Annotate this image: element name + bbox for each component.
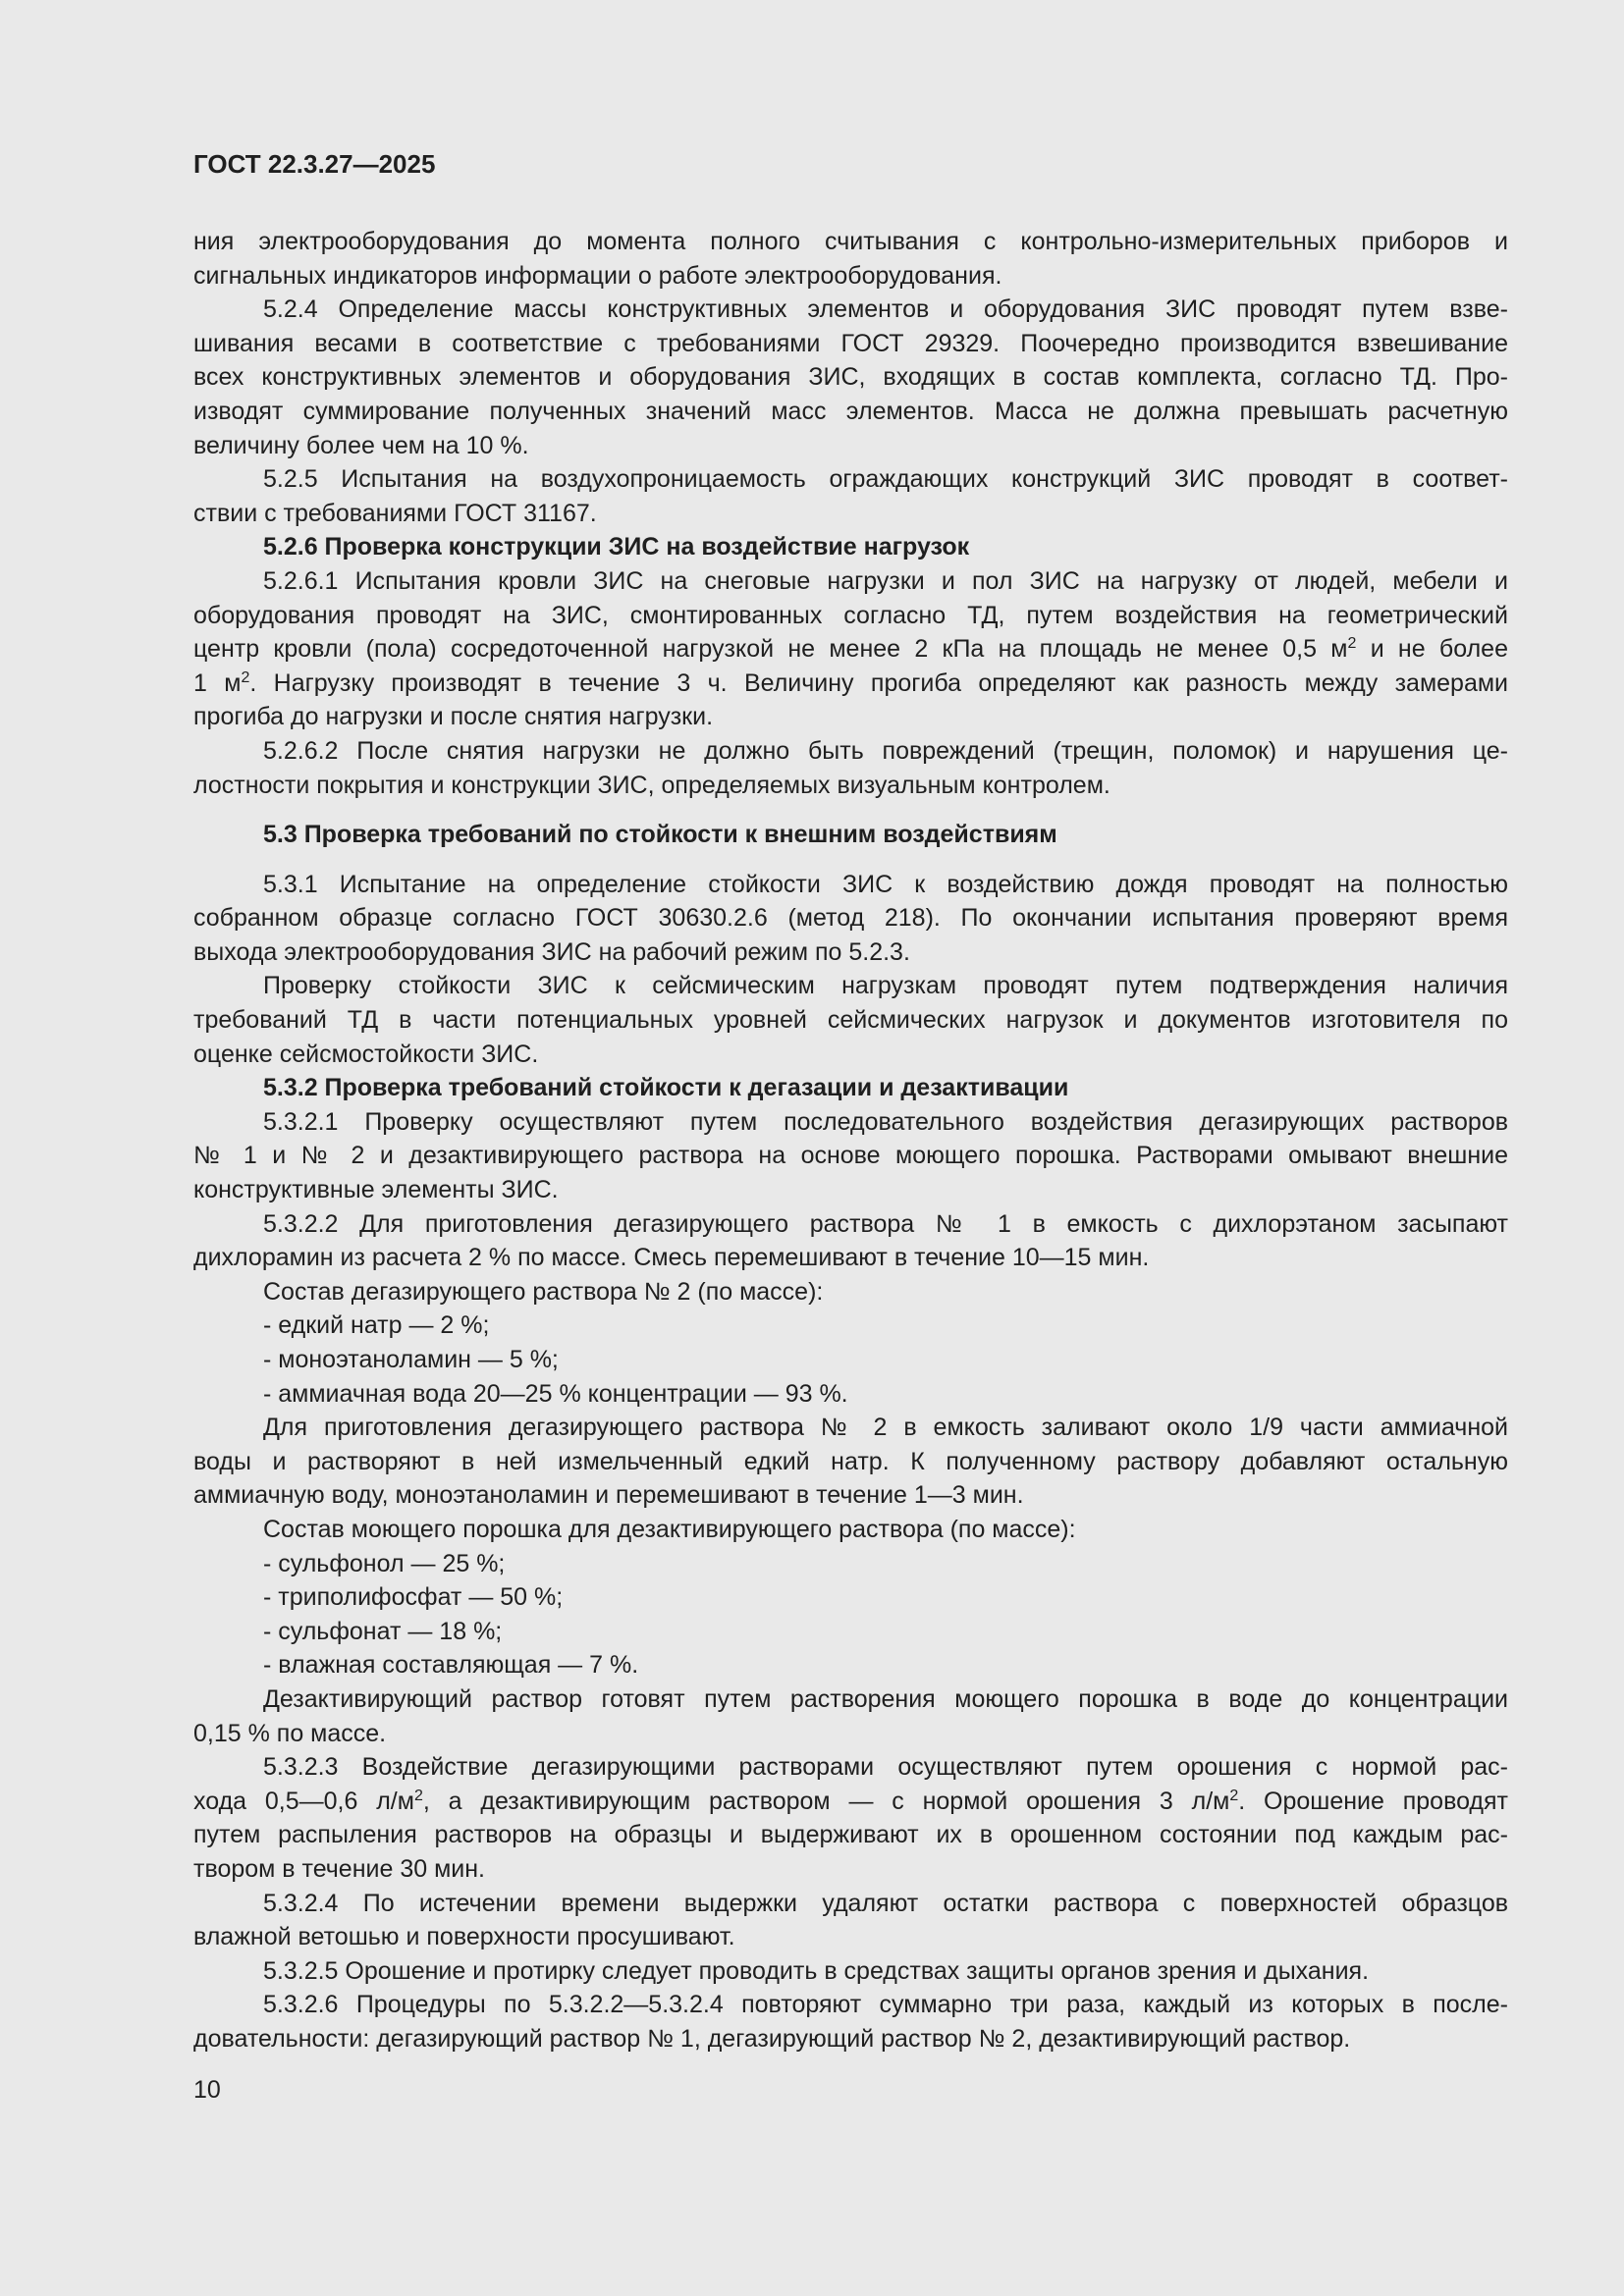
- text-line: ствии с требованиями ГОСТ 31167.: [193, 499, 597, 527]
- text-line: хода 0,5—0,6 $л/м^2$, а дезактивирующим раствором — с нормой орошения 3 $л/м^2$. Орошение проводят: [193, 1787, 1509, 1815]
- list-item: - моноэтаноламин — 5 %;: [263, 1346, 559, 1373]
- text-line: выхода электрооборудования ЗИС на рабочий режим по 5.2.3.: [193, 937, 910, 966]
- text-line: изводят суммирование полученных значений масс элементов. Масса не должна превышать расчетную: [193, 397, 1508, 425]
- text-line: воды и растворяют в ней измельченный едкий натр. К полученному раствору добавляют остальную: [193, 1447, 1508, 1475]
- text-line: ния электрооборудования до момента полного считывания с контрольно-измерительных приборов и: [193, 228, 1508, 255]
- text-line: всех конструктивных элементов и оборудования ЗИС, входящих в состав комплекта, согласно ТД. Про-: [193, 363, 1508, 392]
- text-line: Проверку стойкости ЗИС к сейсмическим нагрузкам проводят путем подтверждения наличия: [263, 972, 1508, 1000]
- text-line: путем распыления растворов на образцы и выдерживают их в орошенном состоянии под каждым рас-: [193, 1821, 1508, 1849]
- text-line: 0,15 % по массе.: [193, 1719, 387, 1747]
- text-line: № 1 и № 2 и дезактивирующего раствора на основе моющего порошка. Растворами омывают внешние: [193, 1142, 1508, 1170]
- text-line: прогиба до нагрузки и после снятия нагрузки.: [193, 703, 714, 731]
- list-item: - сульфонат — 18 %;: [263, 1617, 503, 1645]
- text-line: 5.3.1 Испытание на определение стойкости ЗИС к воздействию дождя проводят на полностью: [263, 870, 1508, 898]
- text-line: собранном образце согласно ГОСТ 30630.2.6 (метод 218). По окончании испытания проверяют время: [193, 904, 1508, 933]
- text-line: оборудования проводят на ЗИС, смонтированных согласно ТД, путем воздействия на геометрический: [193, 601, 1508, 629]
- page-number: 10: [193, 2076, 221, 2104]
- text-line: Состав моющего порошка для дезактивирующего раствора (по массе):: [263, 1515, 1076, 1543]
- document-body: [193, 225, 1508, 2056]
- text-line: 5.3.2.2 Для приготовления дегазирующего раствора № 1 в емкость с дихлорэтаном засыпают: [263, 1209, 1508, 1238]
- list-item: - сульфонол — 25 %;: [263, 1549, 506, 1577]
- text-line: Дезактивирующий раствор готовят путем растворения моющего порошка в воде до концентрации: [263, 1684, 1508, 1713]
- text-line: 5.2.4 Определение массы конструктивных элементов и оборудования ЗИС проводят путем взве-: [263, 295, 1508, 324]
- list-item: - едкий натр — 2 %;: [263, 1311, 490, 1340]
- text-line: 5.3.2.4 По истечении времени выдержки удаляют остатки раствора с поверхностей образцов: [263, 1889, 1508, 1917]
- text-line: 5.3.2.6 Процедуры по 5.3.2.2—5.3.2.4 повторяют суммарно три раза, каждый из которых в после-: [263, 1991, 1508, 2019]
- text-line: Состав дегазирующего раствора № 2 (по массе):: [263, 1277, 824, 1306]
- text-line: конструктивные элементы ЗИС.: [193, 1176, 559, 1204]
- text-line: твором в течение 30 мин.: [193, 1854, 485, 1883]
- list-item: - триполифосфат — 50 %;: [263, 1583, 564, 1612]
- section-heading: 5.3 Проверка требований по стойкости к внешним воздействиям: [263, 821, 1057, 849]
- list-item: - аммиачная вода 20—25 % концентрации — 93 %.: [263, 1379, 848, 1408]
- text-line: довательности: дегазирующий раствор № 1, дегазирующий раствор № 2, дезактивирующий раствор.: [193, 2024, 1351, 2053]
- text-line: влажной ветошью и поверхности просушивают.: [193, 1923, 735, 1951]
- text-line: требований ТД в части потенциальных уровней сейсмических нагрузок и документов изготовителя по: [193, 1006, 1508, 1035]
- section-heading: 5.3.2 Проверка требований стойкости к дегазации и дезактивации: [263, 1074, 1069, 1102]
- text-line: лостности покрытия и конструкции ЗИС, определяемых визуальным контролем.: [193, 771, 1110, 799]
- text-line: 1 $м^2$. Нагрузку производят в течение 3 ч. Величину прогиба определяют как разность между замерами: [193, 668, 1508, 697]
- text-line: Для приготовления дегазирующего раствора № 2 в емкость заливают около 1/9 части аммиачной: [263, 1414, 1508, 1442]
- document-header: ГОСТ 22.3.27—2025: [193, 149, 436, 179]
- text-line: оценке сейсмостойкости ЗИС.: [193, 1040, 539, 1068]
- text-line: 5.2.5 Испытания на воздухопроницаемость ограждающих конструкций ЗИС проводят в соответ-: [263, 465, 1508, 494]
- text-line: 5.3.2.1 Проверку осуществляют путем последовательного воздействия дегазирующих растворов: [263, 1107, 1508, 1136]
- text-line: аммиачную воду, моноэтаноламин и перемешивают в течение 1—3 мин.: [193, 1481, 1024, 1510]
- list-item: - влажная составляющая — 7 %.: [263, 1651, 639, 1680]
- text-line: дихлорамин из расчета 2 % по массе. Смесь перемешивают в течение 10—15 мин.: [193, 1244, 1150, 1272]
- text-line: 5.3.2.5 Орошение и протирку следует проводить в средствах защиты органов зрения и дыхания.: [263, 1956, 1370, 1985]
- text-line: центр кровли (пола) сосредоточенной нагрузкой не менее 2 кПа на площадь не менее 0,5 $м^2$ и не более: [193, 635, 1508, 664]
- section-heading: 5.2.6 Проверка конструкции ЗИС на воздействие нагрузок: [263, 533, 970, 561]
- text-line: 5.3.2.3 Воздействие дегазирующими растворами осуществляют путем орошения с нормой рас-: [263, 1753, 1508, 1782]
- text-line: сигнальных индикаторов информации о работе электрооборудования.: [193, 261, 1002, 290]
- text-line: 5.2.6.1 Испытания кровли ЗИС на снеговые нагрузки и пол ЗИС на нагрузку от людей, мебели и: [263, 566, 1508, 595]
- text-line: 5.2.6.2 После снятия нагрузки не должно быть повреждений (трещин, поломок) и нарушения це-: [263, 736, 1508, 765]
- text-line: шивания весами в соответствие с требованиями ГОСТ 29329. Поочередно производится взвешивание: [193, 329, 1508, 357]
- text-line: величину более чем на 10 %.: [193, 431, 529, 459]
